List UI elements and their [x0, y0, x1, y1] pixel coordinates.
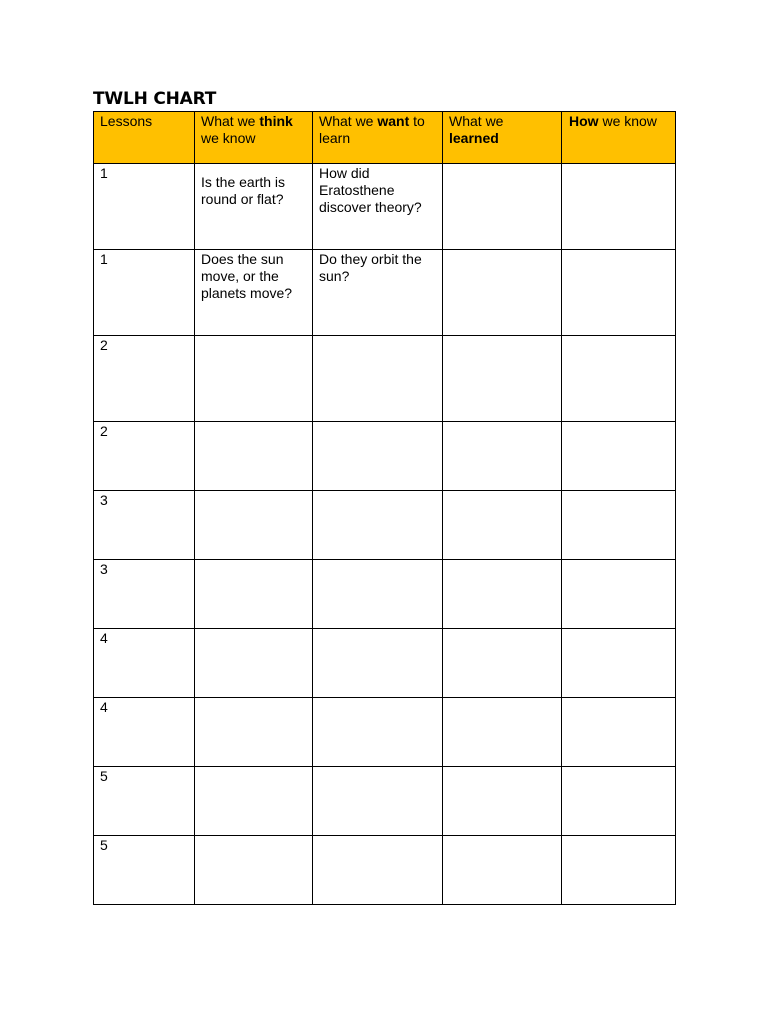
cell-want: How did Eratosthene discover theory?	[313, 164, 443, 250]
cell-want	[313, 698, 443, 767]
table-row	[94, 698, 676, 767]
cell-lesson: 2	[94, 336, 195, 422]
header-want: What we want to learn	[313, 112, 443, 164]
cell-lesson: 1	[94, 250, 195, 336]
cell-lesson: 3	[94, 560, 195, 629]
cell-how	[562, 250, 676, 336]
cell-lesson: 2	[94, 422, 195, 491]
header-how: How we know	[562, 112, 676, 164]
cell-learned	[443, 767, 562, 836]
cell-want	[313, 491, 443, 560]
cell-how	[562, 560, 676, 629]
cell-think	[195, 336, 313, 422]
cell-lesson: 1	[94, 164, 195, 250]
cell-think	[195, 698, 313, 767]
cell-how	[562, 336, 676, 422]
table-row	[94, 767, 676, 836]
table-row	[94, 250, 676, 336]
cell-how	[562, 491, 676, 560]
cell-how	[562, 767, 676, 836]
cell-how	[562, 629, 676, 698]
table-row	[94, 336, 676, 422]
cell-learned	[443, 336, 562, 422]
cell-learned	[443, 491, 562, 560]
cell-how	[562, 422, 676, 491]
cell-learned	[443, 250, 562, 336]
cell-lesson: 3	[94, 491, 195, 560]
header-learned: What we learned	[443, 112, 562, 164]
cell-lesson: 5	[94, 767, 195, 836]
cell-how	[562, 836, 676, 905]
cell-think: Does the sun move, or the planets move?	[195, 250, 313, 336]
table-row	[94, 491, 676, 560]
cell-learned	[443, 629, 562, 698]
table-header-row	[94, 112, 676, 164]
cell-learned	[443, 698, 562, 767]
cell-learned	[443, 836, 562, 905]
cell-think	[195, 560, 313, 629]
cell-learned	[443, 422, 562, 491]
cell-want: Do they orbit the sun?	[313, 250, 443, 336]
table-row	[94, 560, 676, 629]
cell-lesson: 5	[94, 836, 195, 905]
header-lessons: Lessons	[94, 112, 195, 164]
twlh-table	[93, 111, 676, 905]
cell-how	[562, 698, 676, 767]
cell-want	[313, 767, 443, 836]
cell-want	[313, 629, 443, 698]
table-row	[94, 422, 676, 491]
cell-think	[195, 491, 313, 560]
cell-want	[313, 336, 443, 422]
page-title: TWLH CHART	[93, 89, 217, 109]
cell-learned	[443, 164, 562, 250]
cell-want	[313, 422, 443, 491]
cell-think: Is the earth is round or flat?	[195, 164, 313, 250]
cell-want	[313, 836, 443, 905]
cell-want	[313, 560, 443, 629]
cell-think	[195, 767, 313, 836]
cell-learned	[443, 560, 562, 629]
header-think: What we think we know	[195, 112, 313, 164]
table-row	[94, 629, 676, 698]
cell-think	[195, 836, 313, 905]
table-row	[94, 164, 676, 250]
cell-think	[195, 629, 313, 698]
cell-lesson: 4	[94, 629, 195, 698]
cell-think	[195, 422, 313, 491]
cell-how	[562, 164, 676, 250]
table-row	[94, 836, 676, 905]
cell-lesson: 4	[94, 698, 195, 767]
